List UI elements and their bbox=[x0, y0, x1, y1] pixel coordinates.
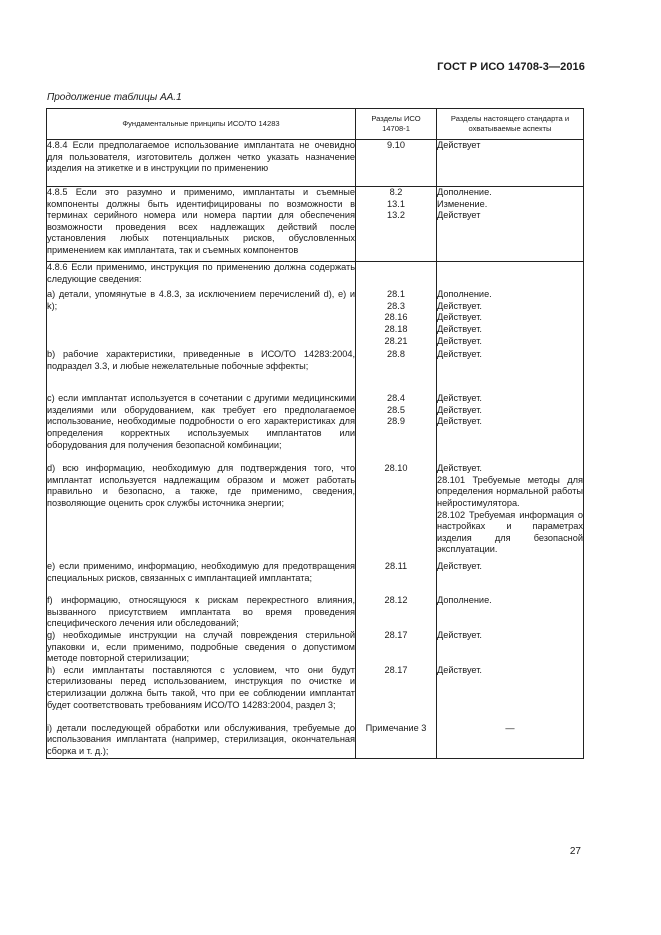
sections-cell bbox=[356, 187, 437, 262]
principle-cell: g) необходимые инструкции на случай повреждения стерильной упаковки и, если применимо, подробные сведения о допустимом методе повторной стерилизации; bbox=[47, 629, 355, 664]
column-header-iso-sections: Разделы ИСО 14708-1 bbox=[356, 109, 437, 140]
sections-cell: 28.8 bbox=[356, 349, 437, 393]
table-row bbox=[47, 595, 584, 630]
section-ref: 28.21 bbox=[384, 335, 408, 346]
page-number: 27 bbox=[569, 846, 581, 857]
table-row bbox=[47, 723, 584, 758]
principle-cell: 4.8.6 Если применимо, инструкция по применению должна содержать следующие сведения: bbox=[47, 262, 356, 290]
aspects-cell: Действует. bbox=[437, 349, 584, 393]
aspect-entry: Изменение. bbox=[437, 198, 488, 209]
principle-cell: d) всю информацию, необходимую для подтверждения того, что имплантат используется надлежащим образом и может работать правильно и безопасно, а также, где применимо, сведения, позволяющие оценить срок службы источника энергии; bbox=[47, 463, 356, 561]
principle-cell: i) детали последующей обработки или обслуживания, требуемые до использования имплантата (например, стерилизация, окончательная сборка и т. д.); bbox=[47, 723, 356, 758]
aspect-entry: Действует. bbox=[437, 416, 482, 427]
sections-cell: 9.10 bbox=[356, 140, 437, 187]
aspect-entry: Действует. bbox=[437, 393, 482, 404]
aspect-entry: Дополнение. bbox=[437, 187, 492, 197]
aspect-entry: Действует. bbox=[437, 335, 482, 346]
section-ref: 28.9 bbox=[387, 416, 405, 427]
sections-cell: 28.10 bbox=[356, 463, 437, 561]
table-row bbox=[47, 140, 584, 187]
table-header-row bbox=[47, 109, 584, 140]
section-ref: 13.1 bbox=[387, 198, 405, 209]
table-row bbox=[47, 665, 584, 723]
section-ref: 28.1 bbox=[387, 289, 405, 300]
sections-cell: 28.17 bbox=[356, 630, 437, 665]
aspect-entry: Действует. bbox=[437, 463, 482, 474]
table-row bbox=[47, 630, 584, 665]
principle-cell: a) детали, упомянутые в 4.8.3, за исключением перечислений d), e) и k); bbox=[47, 289, 356, 349]
table-row bbox=[47, 393, 584, 463]
principle-cell: e) если применимо, информацию, необходимую для предотвращения специальных рисков, связанных с имплантацией имплантата; bbox=[47, 561, 356, 595]
principle-cell: c) если имплантат используется в сочетании с другими медицинскими изделиями или оборудованием, как требует его предполагаемое использование, необходимые подробности о его характеристиках для определения корректных используемых имплантатов или оборудования для получения безопасной комбинации; bbox=[47, 393, 356, 463]
document-code: ГОСТ Р ИСО 14708-3—2016 bbox=[437, 61, 585, 73]
aspects-cell: Действует. bbox=[437, 665, 584, 723]
section-ref: 8.2 bbox=[389, 187, 403, 197]
table-row bbox=[47, 187, 584, 262]
aspect-entry: Дополнение. bbox=[437, 289, 492, 300]
sections-cell bbox=[356, 262, 437, 290]
aspects-cell bbox=[437, 289, 584, 349]
aspect-entry: 28.102 Требуемая информация о настройках и параметрах изделия для безопасной эксплуатации. bbox=[437, 509, 583, 555]
aspect-entry: Действует. bbox=[437, 404, 482, 415]
principle-cell: 4.8.5 Если это разумно и применимо, имплантаты и съемные компоненты должны быть идентифицированы по возможности в терминах серийного номера или номера партии для обеспечения возможности проведения всех надлежащих действий после установления любых потенциальных рисков, обусловленных применением как имплантата, так и съемных компонентов bbox=[47, 187, 356, 262]
section-ref: 28.18 bbox=[384, 323, 408, 334]
table-caption: Продолжение таблицы АА.1 bbox=[47, 92, 182, 103]
principle-cell: h) если имплантаты поставляются с условием, что они будут стерилизованы перед использованием, инструкция по очистке и стерилизации должна быть такой, что при ее соблюдении имплантат будет соответствовать требованиям ИСО/ТО 14283:2004, раздел 3; bbox=[47, 665, 356, 723]
aspects-cell bbox=[437, 187, 584, 262]
principle-cell: 4.8.4 Если предполагаемое использование имплантата не очевидно для пользователя, изготовитель должен четко указать назначение изделия на этикетке и в инструкции по применению bbox=[47, 140, 356, 187]
section-ref: 28.5 bbox=[387, 404, 405, 415]
aspects-cell bbox=[437, 393, 584, 463]
standards-table bbox=[46, 108, 584, 759]
sections-cell: Примечание 3 bbox=[356, 723, 437, 758]
table-row bbox=[47, 262, 584, 290]
aspects-cell: Дополнение. bbox=[437, 595, 584, 630]
section-ref: 13.2 bbox=[387, 210, 405, 221]
sections-cell: 28.17 bbox=[356, 665, 437, 723]
aspect-entry: 28.101 Требуемые методы для определения нормальной работы нейростимулятора. bbox=[437, 474, 583, 508]
aspect-entry: Действует. bbox=[437, 323, 482, 334]
aspects-cell bbox=[437, 463, 584, 561]
sections-cell: 28.11 bbox=[356, 561, 437, 595]
table-row bbox=[47, 289, 584, 349]
aspects-cell: Действует. bbox=[437, 630, 584, 665]
sections-cell bbox=[356, 289, 437, 349]
aspects-cell: Действует. bbox=[437, 561, 584, 595]
aspect-entry: Действует. bbox=[437, 312, 482, 323]
section-ref: 28.3 bbox=[387, 300, 405, 311]
column-header-standard-sections: Разделы настоящего стандарта и охватываемые аспекты bbox=[437, 109, 584, 140]
section-ref: 28.4 bbox=[387, 393, 405, 404]
table-row bbox=[47, 463, 584, 561]
aspect-entry: Действует bbox=[437, 210, 481, 221]
column-header-principles: Фундаментальные принципы ИСО/ТО 14283 bbox=[47, 109, 356, 140]
sections-cell: 28.12 bbox=[356, 595, 437, 630]
aspects-cell: Действует bbox=[437, 140, 584, 187]
aspects-cell bbox=[437, 262, 584, 290]
section-ref: 28.16 bbox=[384, 312, 408, 323]
principle-cell: f) информацию, относящуюся к рискам перекрестного влияния, вызванного присутствием имплантата во время проведения специфического лечения или обследований; bbox=[47, 595, 355, 629]
table-row bbox=[47, 561, 584, 595]
sections-cell bbox=[356, 393, 437, 463]
aspects-cell: — bbox=[437, 723, 584, 758]
table-row bbox=[47, 349, 584, 393]
principle-cell: b) рабочие характеристики, приведенные в ИСО/ТО 14283:2004, подраздел 3.3, и любые нежелательные побочные эффекты; bbox=[47, 349, 356, 393]
aspect-entry: Действует. bbox=[437, 300, 482, 311]
